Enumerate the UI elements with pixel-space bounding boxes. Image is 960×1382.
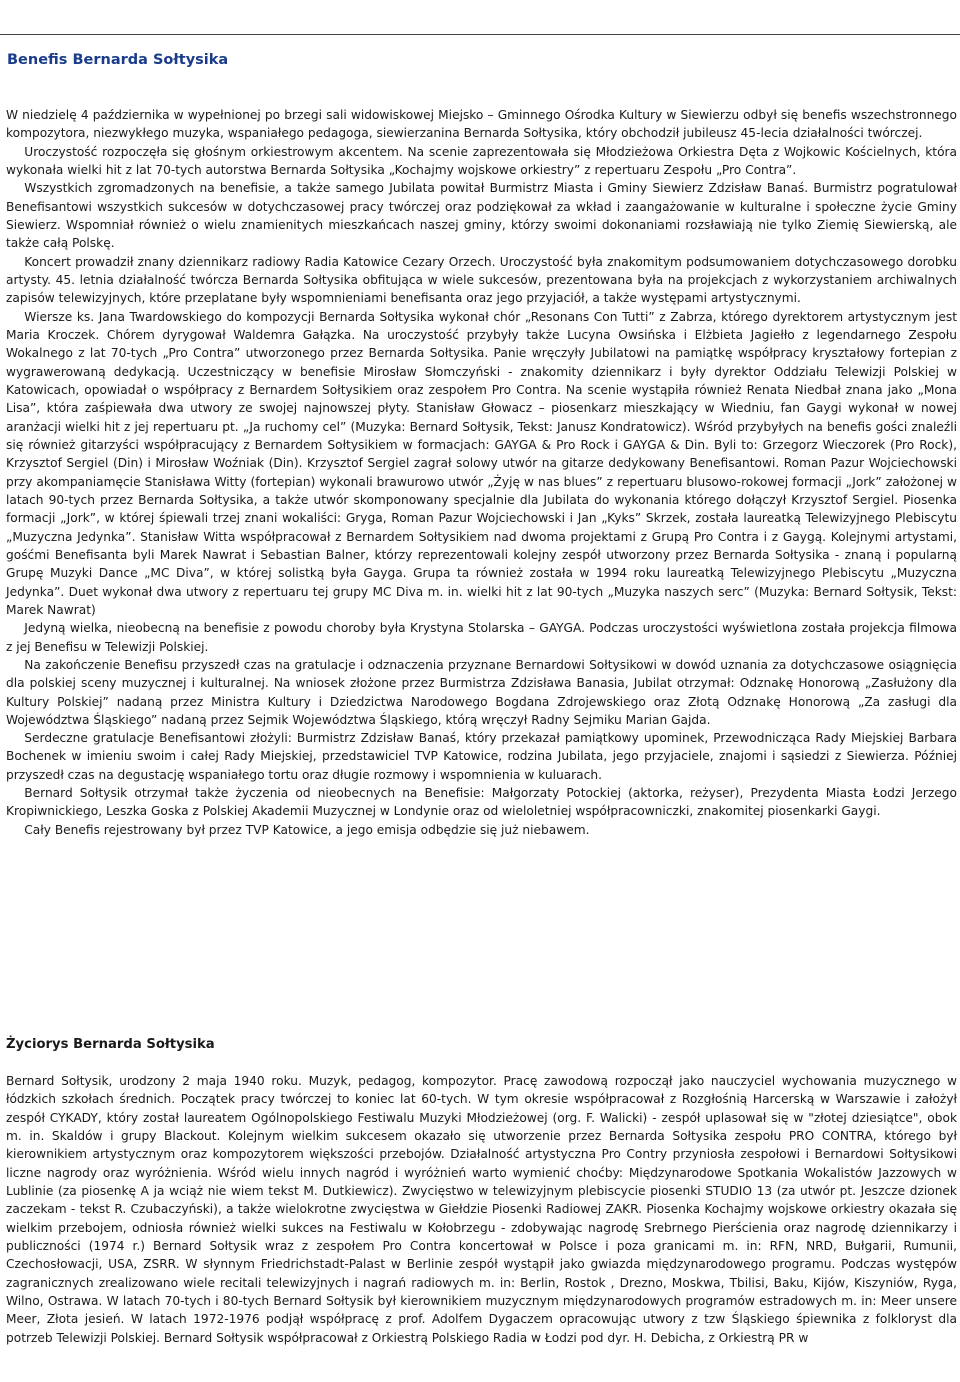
article-paragraph: Koncert prowadził znany dziennikarz radiowy Radia Katowice Cezary Orzech. Uroczystość była znakomitym podsumowaniem dotychczasowego dorobku artysty. 45. letnia działalność twórcza Bernarda Sołtysika obfitująca w wiele sukcesów, prezentowana była na projekcjach z wykorzystaniem archiwalnych zapisów telewizyjnych, które przeplatane były wspomnieniami benefisanta oraz jego przyjaciół, a także występami artystycznymi. xyxy=(6,254,957,306)
article-paragraph: W niedzielę 4 października w wypełnionej po brzegi sali widowiskowej Miejsko – Gminnego Ośrodka Kultury w Siewierzu odbył się benefis wszechstronnego kompozytora, niezwykłego muzyka, wspaniałego pedagoga, siewierzanina Bernarda Sołtysika, który obchodził jubileusz 45-lecia działalności twórczej. xyxy=(6,108,957,141)
article-paragraph: Bernard Sołtysik otrzymał także życzenia od nieobecnych na Benefisie: Małgorzaty Potockiej (aktorka, reżyser), Prezydenta Miasta Łodzi Jerzego Kropiwnickiego, Leszka Goska z Polskiej Akademii Muzycznej w Londynie oraz od wieloletniej współpracowniczki, znakomitej piosenkarki Gaygi. xyxy=(6,786,957,819)
article-paragraph: Serdeczne gratulacje Benefisantowi złożyli: Burmistrz Zdzisław Banaś, który przekazał pamiątkowy upominek, Przewodnicząca Rady Miejskiej Barbara Bochenek w imieniu swoim i całej Rady Miejskiej, przedstawiciel TVP Katowice, rodzina Jubilata, jego przyjaciele, znajomi i sąsiedzi z Siewierza. Później przyszedł czas na degustację wspaniałego tortu oraz długie rozmowy i wspomnienia w kuluarach. xyxy=(6,731,957,782)
article-paragraph: Wszystkich zgromadzonych na benefisie, a także samego Jubilata powitał Burmistrz Miasta i Gminy Siewierz Zdzisław Banaś. Burmistrz pogratulował Benefisantowi wszystkich sukcesów w dotychczasowej pracy twórczej oraz podziękował za wkład i zaangażowanie w kulturalne i społeczne życie Gminy Siewierz. Wspomniał również o wielu znamienitych mieszkańcach naszej gminy, którzy swoimi dokonaniami rozsławiają nie tylko Ziemię Siewierską, ale także całą Polskę. xyxy=(6,181,957,251)
article-paragraph: Uroczystość rozpoczęła się głośnym orkiestrowym akcentem. Na scenie zaprezentowała się Młodzieżowa Orkiestra Dęta z Wojkowic Kościelnych, która wykonała wielki hit z lat 70-tych autorstwa Bernarda Sołtysika „Kochajmy wojskowe orkiestry” z repertuaru Zespołu „Pro Contra”. xyxy=(6,144,957,177)
bio-paragraph: Bernard Sołtysik, urodzony 2 maja 1940 roku. Muzyk, pedagog, kompozytor. Pracę zawodową rozpoczął jako nauczyciel wychowania muzycznego w łódzkich szkołach średnich. Początek pracy twórczej to koniec lat 60-tych. W tym okresie współpracował z Rozgłośnią Harcerską w Warszawie i założył zespół CYKADY, który został laureatem Ogólnopolskiego Festiwalu Muzyki Młodzieżowej (org. F. Walicki) - zespół uplasował się w "złotej dziesiątce", obok m. in. Skaldów i grupy Blackout. Kolejnym wielkim sukcesem okazało się utworzenie przez Bernarda Sołtysika zespołu PRO CONTRA, którego był kierownikiem artystycznym oraz kompozytorem większości przebojów. Działalność artystyczna Pro Contry przyniosła zespołowi i Bernardowi Sołtysikowi liczne nagrody oraz wyróżnienia. Wśród wielu innych nagród i wyróżnień warto wymienić choćby: Międzynarodowe Spotkania Wokalistów Jazzowych w Lublinie (za piosenkę A ja wciąż nie wiem tekst M. Dutkiewicz). Zwycięstwo w telewizyjnym plebiscycie piosenki STUDIO 13 (za utwór pt. Jeszcze dzionek zaczekam - tekst R. Czubaczyński), a także wielokrotne zwycięstwa w Giełdzie Piosenki Radiowej ZAKR. Piosenka Kochajmy wojskowe orkiestry okazała się wielkim przebojem, odniosła również wielki sukces na Festiwalu w Kołobrzegu - zdobywając nagrodę Srebrnego Pierścienia oraz nagrodę dziennikarzy i publiczności (1974 r.) Bernard Sołtysik wraz z zespołem Pro Contra koncertował w Polsce i poza granicami m. in: RFN, NRD, Bułgarii, Rumunii, Czechosłowacji, USA, ZSRR. W słynnym Friedrichstadt-Palast w Berlinie zespół wystąpił jako gwiazda międzynarodowego programu. Podczas występów zagranicznych zrealizowano wiele recitali telewizyjnych i nagrań radiowych m. in: Berlin, Rostok , Drezno, Moskwa, Tbilisi, Baku, Kijów, Kiszyniów, Ryga, Wilno, Ostrawa. W latach 70-tych i 80-tych Bernard Sołtysik był kierownikiem muzycznym międzynarodowych programów estradowych m. in: Meer unsere Meer, Złota jesień. W latach 1972-1976 podjął współpracę z prof. Adolfem Dygaczem opracowując utwory z tzw Śląskiego śpiewnika z folkloryst dla potrzeb Telewizji Polskiej. Bernard Sołtysik współpracował z Orkiestrą Polskiego Radia w Łodzi pod dyr. H. Debicha, z Orkiestrą PR w xyxy=(6,1074,957,1345)
bio-body xyxy=(6,1072,957,1347)
article-body xyxy=(6,106,957,839)
header-divider xyxy=(0,34,960,35)
header-site-url: Miasto i Gmina Siewierz - http://www.siewierz.pl/ xyxy=(2,2,348,18)
bio-section-title: Życiorys Bernarda Sołtysika xyxy=(6,1037,215,1052)
header-publication-date: Data umieszczenia informacji: 2009-10-06 14:48:01 xyxy=(588,2,958,18)
print-header xyxy=(0,0,960,22)
article-paragraph: Jedyną wielka, nieobecną na benefisie z powodu choroby była Krystyna Stolarska – GAYGA. Podczas uroczystości wyświetlona została projekcja filmowa z jej Benefisu w Telewizji Polskiej. xyxy=(6,621,957,654)
article-paragraph: Wiersze ks. Jana Twardowskiego do kompozycji Bernarda Sołtysika wykonał chór „Resonans Con Tutti” z Zabrza, którego dyrektorem artystycznym jest Maria Kroczek. Chórem dyrygował Waldemra Gałązka. Na uroczystość przybyły także Lucyna Owsińska i Elżbieta Jagiełło z legendarnego Zespołu Wokalnego z lat 70-tych „Pro Contra” utworzonego przez Bernarda Sołtysika. Panie wręczyły Jubilatowi na pamiątkę współpracy kryształowy fortepian z wygrawerowaną dedykacją. Uczestniczący w benefisie Mirosław Słomczyński - znakomity dziennikarz i były dyrektor Oddziału Telewizji Polskiej w Katowicach, opowiadał o współpracy z Bernardem Sołtysikiem oraz zespołem Pro Contra. Na scenie wystąpiła również Renata Niedbał znana jako „Mona Lisa”, która zaśpiewała dwa utwory ze swojej najnowszej płyty. Stanisław Głowacz – piosenkarz mieszkający w Wiedniu, fan Gaygi wykonał w nowej aranżacji wielki hit z jej repertuaru pt. „Ja ruchomy cel” (Muzyka: Bernard Sołtysik, Tekst: Janusz Kondratowicz). Wśród przybyłych na benefis gości znaleźli się również gitarzyści współpracujący z Bernardem Sołtysikiem w formacjach: GAYGA & Pro Rock i GAYGA & Din. Byli to: Grzegorz Wieczorek (Pro Rock), Krzysztof Sergiel (Din) i Mirosław Woźniak (Din). Krzysztof Sergiel zagrał solowy utwór na gitarze dedykowany Benefisantowi. Roman Pazur Wojciechowski przy akompaniamęcie Stanisława Witty (fortepian) wykonali brawurowo utwór „Żyję w nas blues” z repertuaru blusowo-rokowej formacji „Jork” założonej w latach 90-tych przez Bernarda Sołtysika, a także utwór skomponowany specjalnie dla Jubilata do wykonania którego dołączył Krzysztof Sergiel. Piosenka formacji „Jork”, w której śpiewali trzej znani wokaliści: Gryga, Roman Pazur Wojciechowski i Jan „Kyks” Skrzek, została laureatką Telewizyjnego Plebiscytu „Muzyczna Jedynka”. Stanisław Witta współpracował z Bernardem Sołtysikiem nad dwoma projektami z Grupą Pro Contra i z Gaygą. Kolejnymi artystami, gośćmi Benefisanta byli Marek Nawrat i Sebastian Balner, którzy reprezentowali kolejny zespół utworzony przez Bernarda Sołtysika - znaną i popularną Grupę Muzyki Dance „MC Diva”, w której solistką była Gayga. Grupa ta również została w 1994 roku laureatką Telewizyjnego Plebiscytu „Muzyczna Jedynka”. Duet wykonał dwa utwory z repertuaru tej grupy MC Diva m. in. wielki hit z lat 90-tych „Muzyka naszych serc” (Muzyka: Bernard Sołtysik, Tekst: Marek Nawrat) xyxy=(6,309,957,617)
article-paragraph: Cały Benefis rejestrowany był przez TVP Katowice, a jego emisja odbędzie się już niebawem. xyxy=(24,822,590,837)
article-paragraph: Na zakończenie Benefisu przyszedł czas na gratulacje i odznaczenia przyznane Bernardowi Sołtysikowi w dowód uznania za dotychczasowe osiągnięcia dla polskiej sceny muzycznej i kulturalnej. Na wniosek złożone przez Burmistrza Zdzisława Banasia, Jubilat otrzymał: Odznakę Honorową „Zasłużony dla Kultury Polskiej” nadaną przez Ministra Kultury i Dziedzictwa Narodowego Bogdana Zdrojewskiego oraz Złotą Odznakę Honorową „Za zasługi dla Województwa Śląskiego” nadaną przez Sejmik Województwa Śląskiego, którą wręczył Radny Sejmiku Marian Gajda. xyxy=(6,657,957,727)
article-title: Benefis Bernarda Sołtysika xyxy=(7,52,229,68)
